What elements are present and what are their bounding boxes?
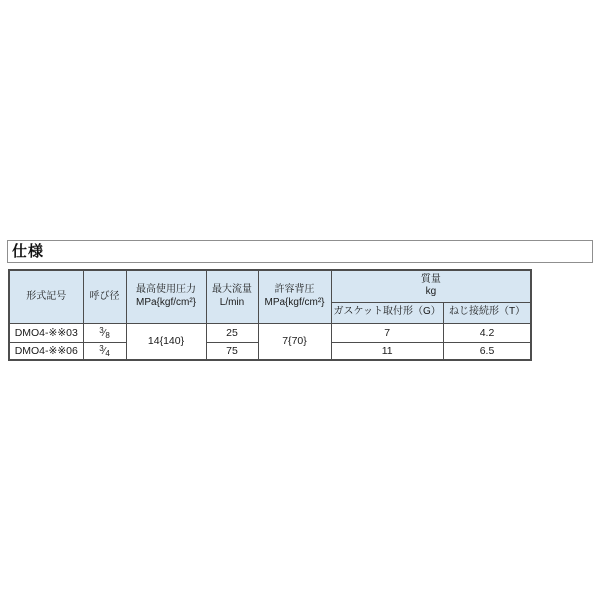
cell-model-0: DMO4-※※03: [9, 323, 83, 342]
header-max-flow-line2: L/min: [219, 296, 245, 308]
header-model: 形式記号: [9, 270, 83, 323]
header-mass: [331, 270, 531, 302]
fraction-numerator: 3: [99, 343, 104, 353]
header-mass-line2: kg: [425, 286, 437, 298]
cell-mass-gasket-1: 11: [331, 342, 443, 360]
cell-size-0: [83, 323, 126, 342]
spec-table: [8, 269, 532, 361]
size-fraction-0: [99, 327, 110, 339]
fraction-denominator: 4: [105, 348, 110, 358]
cell-model-1: DMO4-※※06: [9, 342, 83, 360]
cell-back-pressure-merged: 7{70}: [258, 323, 331, 360]
section-title-box: [7, 240, 593, 263]
header-back-pressure-line2: MPa{kgf/cm²}: [264, 296, 325, 308]
header-max-flow: [206, 270, 258, 323]
cell-max-flow-1: 75: [206, 342, 258, 360]
size-fraction-1: [99, 345, 110, 357]
cell-mass-thread-0: 4.2: [443, 323, 531, 342]
fraction-slash: ⁄: [103, 327, 106, 339]
table-row: [9, 323, 531, 342]
header-max-pressure-line1: 最高使用圧力: [136, 284, 196, 296]
cell-mass-thread-1: 6.5: [443, 342, 531, 360]
fraction-slash: ⁄: [103, 345, 106, 357]
header-back-pressure-line1: 許容背圧: [274, 284, 315, 296]
header-mass-line1: 質量: [420, 273, 441, 285]
header-max-pressure-line2: MPa{kgf/cm²}: [135, 296, 197, 308]
section-title: 仕様: [12, 243, 45, 260]
cell-max-flow-0: 25: [206, 323, 258, 342]
cell-size-1: [83, 342, 126, 360]
header-max-flow-line1: 最大流量: [212, 284, 252, 296]
cell-mass-gasket-0: 7: [331, 323, 443, 342]
header-row-main: [9, 270, 531, 302]
header-max-pressure: [126, 270, 206, 323]
header-mass-gasket: ガスケット取付形（G）: [331, 302, 443, 323]
cell-max-pressure-merged: 14{140}: [126, 323, 206, 360]
header-back-pressure: [258, 270, 331, 323]
fraction-numerator: 3: [99, 325, 104, 335]
header-size: 呼び径: [83, 270, 126, 323]
header-mass-thread: ねじ接続形（T）: [443, 302, 531, 323]
fraction-denominator: 8: [105, 330, 110, 340]
